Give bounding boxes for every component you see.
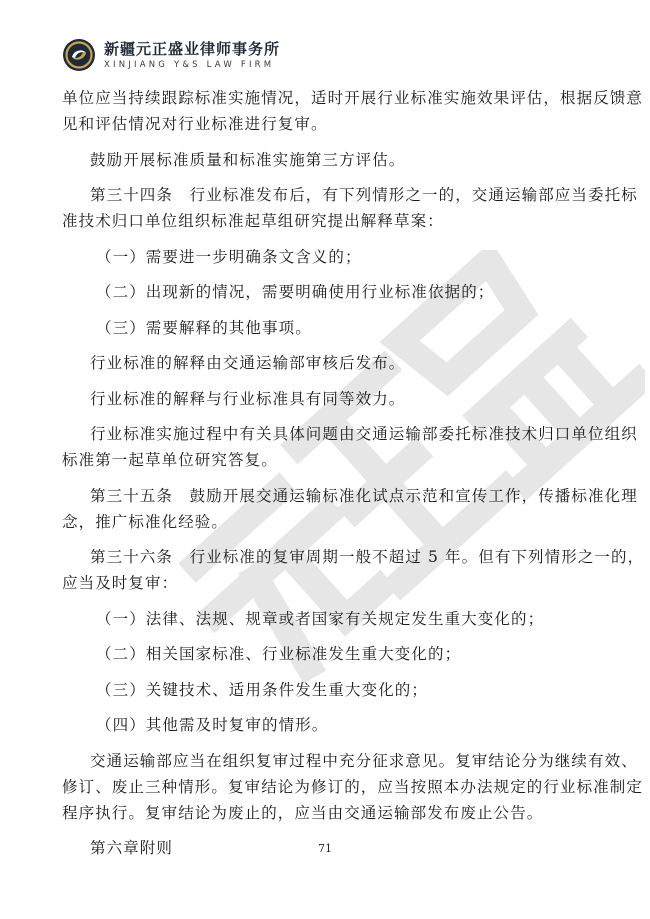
paragraph bbox=[90, 244, 602, 270]
text-line: 第三十六条 行业标准的复审周期一般不超过 5 年。但有下列情形之一的， bbox=[90, 548, 645, 566]
paragraph bbox=[90, 147, 602, 173]
text-line: 程序执行。复审结论为废止的，应当由交通运输部发布废止公告。 bbox=[62, 803, 544, 822]
paragraph bbox=[62, 483, 638, 535]
firm-name-cn: 新疆元正盛业律师事务所 bbox=[104, 40, 281, 58]
paragraph bbox=[62, 85, 644, 137]
paragraph bbox=[90, 315, 602, 341]
text-line: 修订、废止三种情形。复审结论为修订的，应当按照本办法规定的行业标准制定 bbox=[62, 777, 644, 796]
text-line: 标准第一起草单位研究答复。 bbox=[62, 451, 278, 469]
paragraph bbox=[90, 386, 602, 412]
text-line: （二）相关国家标准、行业标准发生重大变化的； bbox=[96, 645, 462, 663]
text-line: 单位应当持续跟踪标准实施情况，适时开展行业标准实施效果评估，根据反馈意 bbox=[62, 89, 644, 107]
text-line: 行业标准实施过程中有关具体问题由交通运输部委托标准技术归口单位组织 bbox=[90, 425, 638, 443]
text-line: （三）需要解释的其他事项。 bbox=[96, 318, 312, 337]
paragraph bbox=[62, 748, 644, 826]
text-line: 第三十四条 行业标准发布后，有下列情形之一的，交通运输部应当委托标 bbox=[90, 186, 638, 204]
text-line: 行业标准的解释与行业标准具有同等效力。 bbox=[90, 389, 406, 408]
paragraph bbox=[62, 421, 638, 473]
text-line: 交通运输部应当在组织复审过程中充分征求意见。复审结论分为继续有效、 bbox=[90, 751, 638, 770]
text-line: 第六章附则 bbox=[90, 839, 174, 857]
page-number: 71 bbox=[318, 842, 332, 855]
text-line: （四）其他需及时复审的情形。 bbox=[96, 716, 329, 734]
text-line: （一）法律、法规、规章或者国家有关规定发生重大变化的； bbox=[96, 609, 545, 628]
paragraph bbox=[90, 677, 602, 703]
firm-logo-icon bbox=[62, 38, 96, 72]
text-line: 鼓励开展标准质量和标准实施第三方评估。 bbox=[90, 150, 406, 169]
text-line: 见和评估情况对行业标准进行复审。 bbox=[62, 115, 328, 133]
text-line: 行业标准的解释由交通运输部审核后发布。 bbox=[90, 354, 406, 372]
text-line: 应当及时复审： bbox=[62, 574, 179, 592]
paragraph bbox=[90, 712, 602, 738]
paragraph bbox=[62, 182, 638, 234]
paragraph bbox=[90, 606, 602, 632]
document-body bbox=[62, 85, 645, 871]
paragraph bbox=[90, 350, 602, 376]
text-line: （二）出现新的情况，需要明确使用行业标准依据的； bbox=[96, 283, 495, 301]
text-line: （三）关键技术、适用条件发生重大变化的； bbox=[96, 680, 429, 699]
text-line: 准技术归口单位组织标准起草组研究提出解释草案： bbox=[62, 212, 444, 230]
paragraph bbox=[62, 544, 645, 596]
paragraph bbox=[90, 641, 602, 667]
firm-name-en: XINJIANG Y&S LAW FIRM bbox=[104, 60, 275, 70]
paragraph bbox=[90, 279, 602, 305]
text-line: 第三十五条 鼓励开展交通运输标准化试点示范和宣传工作，传播标准化理 bbox=[90, 486, 638, 505]
text-line: 念，推广标准化经验。 bbox=[62, 512, 229, 531]
text-line: （一）需要进一步明确条文含义的； bbox=[96, 247, 362, 266]
letterhead bbox=[62, 34, 462, 74]
